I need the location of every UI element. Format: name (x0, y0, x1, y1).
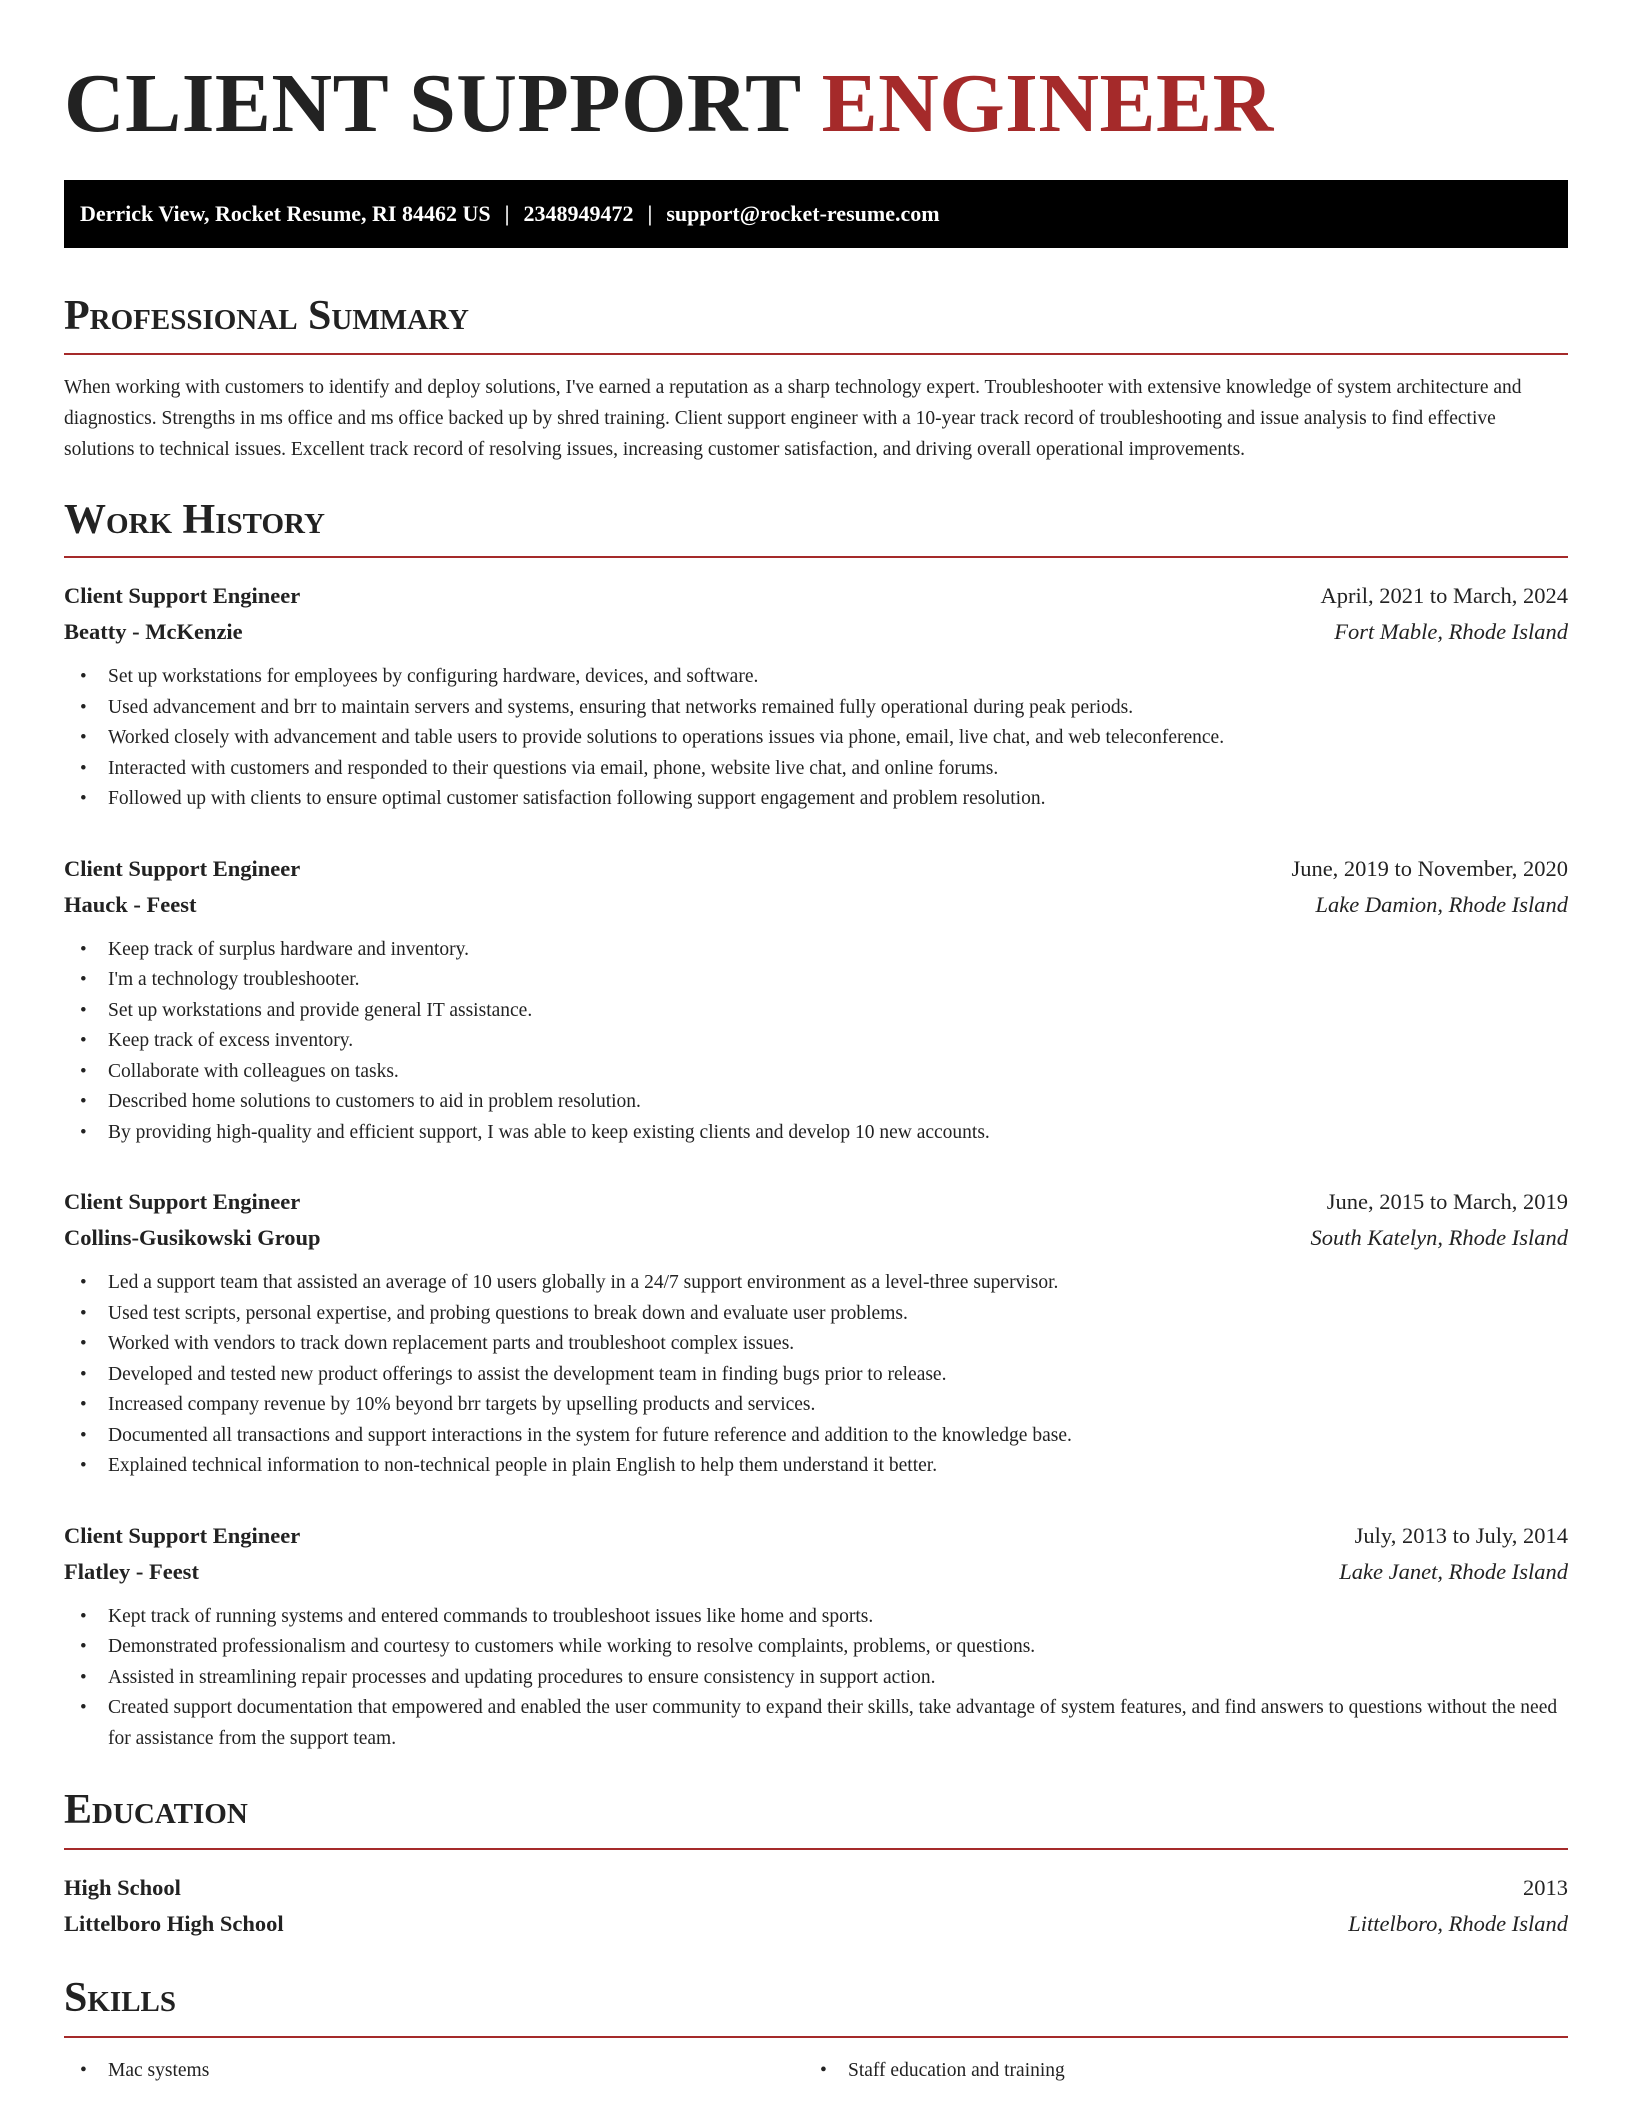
job-bullet: • Interacted with customers and responded to their questions via email, phone, website live chat, and online forums. (64, 754, 1568, 785)
education-school: Littelboro High School (64, 1911, 284, 1936)
job-bullet: • Created support documentation that empowered and enabled the user community to expand their skills, take advantage of system features, and find answers to questions without the need for assistance from the support team. (64, 1693, 1568, 1754)
job-bullet: • Set up workstations and provide general IT assistance. (64, 996, 1568, 1027)
job-bullet: • Assisted in streamlining repair processes and updating procedures to ensure consistency in support action. (64, 1663, 1568, 1694)
education-entry (64, 1870, 1568, 1942)
education-degree: High School (64, 1875, 181, 1900)
contact-email: support@rocket-resume.com (666, 201, 940, 226)
job-bullet: • Used test scripts, personal expertise, and probing questions to break down and evaluate user problems. (64, 1299, 1568, 1330)
job-company-row (64, 1220, 1568, 1256)
skills-column-right (804, 2056, 1544, 2087)
job-bullet: • Demonstrated professionalism and courtesy to customers while working to resolve complaints, problems, or questions. (64, 1632, 1568, 1663)
job-bullet: • Developed and tested new product offerings to assist the development team in finding bugs prior to release. (64, 1360, 1568, 1391)
section-divider (64, 1848, 1568, 1850)
job-bullet: • By providing high-quality and efficient support, I was able to keep existing clients and develop 10 new accounts. (64, 1118, 1568, 1149)
job-title: Client Support Engineer (64, 855, 301, 881)
education-year: 2013 (1523, 1875, 1568, 1900)
job-bullet: • Used advancement and brr to maintain servers and systems, ensuring that networks remained fully operational during peak periods. (64, 693, 1568, 724)
job-bullet: • Keep track of surplus hardware and inventory. (64, 935, 1568, 966)
contact-separator: | (504, 201, 510, 226)
job-bullets (64, 1602, 1568, 1755)
job-bullet: • Documented all transactions and support interactions in the system for future reference and addition to the knowledge base. (64, 1421, 1568, 1452)
job-title: Client Support Engineer (64, 1189, 301, 1214)
section-divider (64, 556, 1568, 558)
job-bullet: • Set up workstations for employees by configuring hardware, devices, and software. (64, 662, 1568, 693)
job-bullet: • Worked with vendors to track down replacement parts and troubleshoot complex issues. (64, 1329, 1568, 1360)
job-bullets (64, 1268, 1568, 1482)
education-heading: Education (64, 1787, 248, 1833)
job-dates: July, 2013 to July, 2014 (1354, 1522, 1568, 1548)
summary-text: When working with customers to identify and deploy solutions, I've earned a reputation as a sharp technology expert. Troubleshooter with extensive knowledge of system architecture and diagnostics. Strengths in ms office and ms office backed up by shred training. Client support engineer with a 10-year track record of troubleshooting and issue analysis to find effective solutions to technical issues. Excellent track record of resolving issues, increasing customer satisfaction, and driving overall operational improvements. (64, 377, 1522, 460)
job-title: Client Support Engineer (64, 1522, 301, 1548)
job-company-row (64, 1554, 1568, 1590)
job-title-row (64, 1518, 1568, 1554)
contact-separator: | (647, 201, 653, 226)
job-location: Fort Mable, Rhode Island (1334, 619, 1568, 644)
job-location: Lake Janet, Rhode Island (1339, 1558, 1568, 1584)
contact-phone: 2348949472 (523, 201, 634, 226)
section-divider (64, 353, 1568, 355)
job-entry (64, 851, 1568, 1149)
summary-heading: Professional Summary (64, 293, 469, 339)
job-bullet: • I'm a technology troubleshooter. (64, 965, 1568, 996)
job-bullet: • Collaborate with colleagues on tasks. (64, 1057, 1568, 1088)
job-company: Flatley - Feest (64, 1558, 199, 1584)
job-company: Beatty - McKenzie (64, 619, 243, 644)
job-bullet: • Described home solutions to customers to aid in problem resolution. (64, 1087, 1568, 1118)
job-bullets (64, 935, 1568, 1149)
contact-address: Derrick View, Rocket Resume, RI 84462 US (80, 201, 491, 226)
title-part-2: ENGINEER (821, 57, 1274, 150)
job-dates: June, 2019 to November, 2020 (1291, 855, 1568, 881)
job-entry (64, 1184, 1568, 1482)
job-bullet: • Increased company revenue by 10% beyond brr targets by upselling products and services. (64, 1390, 1568, 1421)
skills-list (64, 2056, 1568, 2087)
job-company: Hauck - Feest (64, 891, 197, 917)
job-title-row (64, 851, 1568, 887)
skill-item: • Mac systems (64, 2056, 804, 2087)
education-school-row (64, 1906, 1568, 1942)
job-title-row (64, 1184, 1568, 1220)
job-bullet: • Followed up with clients to ensure optimal customer satisfaction following support engagement and problem resolution. (64, 784, 1568, 815)
job-title-row (64, 578, 1568, 614)
job-company: Collins-Gusikowski Group (64, 1225, 321, 1250)
job-entry (64, 578, 1568, 815)
resume-page (64, 0, 1568, 2087)
skills-heading: Skills (64, 1975, 177, 2021)
job-bullet: • Explained technical information to non-technical people in plain English to help them understand it better. (64, 1451, 1568, 1482)
job-bullets (64, 662, 1568, 815)
job-entry (64, 1518, 1568, 1755)
work-history-heading: Work History (64, 497, 325, 543)
job-bullet: • Worked closely with advancement and table users to provide solutions to operations issues via phone, email, live chat, and web teleconference. (64, 723, 1568, 754)
section-divider (64, 2036, 1568, 2038)
education-degree-row (64, 1870, 1568, 1906)
job-location: Lake Damion, Rhode Island (1315, 891, 1568, 917)
job-location: South Katelyn, Rhode Island (1310, 1225, 1568, 1250)
resume-title (64, 56, 1568, 152)
skills-column-left (64, 2056, 804, 2087)
skill-item: • Staff education and training (804, 2056, 1544, 2087)
job-bullet: • Keep track of excess inventory. (64, 1026, 1568, 1057)
job-bullet: • Led a support team that assisted an average of 10 users globally in a 24/7 support environment as a level-three supervisor. (64, 1268, 1568, 1299)
title-part-1: CLIENT SUPPORT (64, 57, 801, 150)
contact-bar (64, 180, 1568, 248)
education-location: Littelboro, Rhode Island (1348, 1911, 1568, 1936)
job-company-row (64, 887, 1568, 923)
job-dates: April, 2021 to March, 2024 (1320, 583, 1568, 608)
job-company-row (64, 614, 1568, 650)
job-title: Client Support Engineer (64, 583, 301, 608)
job-dates: June, 2015 to March, 2019 (1326, 1189, 1568, 1214)
job-bullet: • Kept track of running systems and entered commands to troubleshoot issues like home and sports. (64, 1602, 1568, 1633)
